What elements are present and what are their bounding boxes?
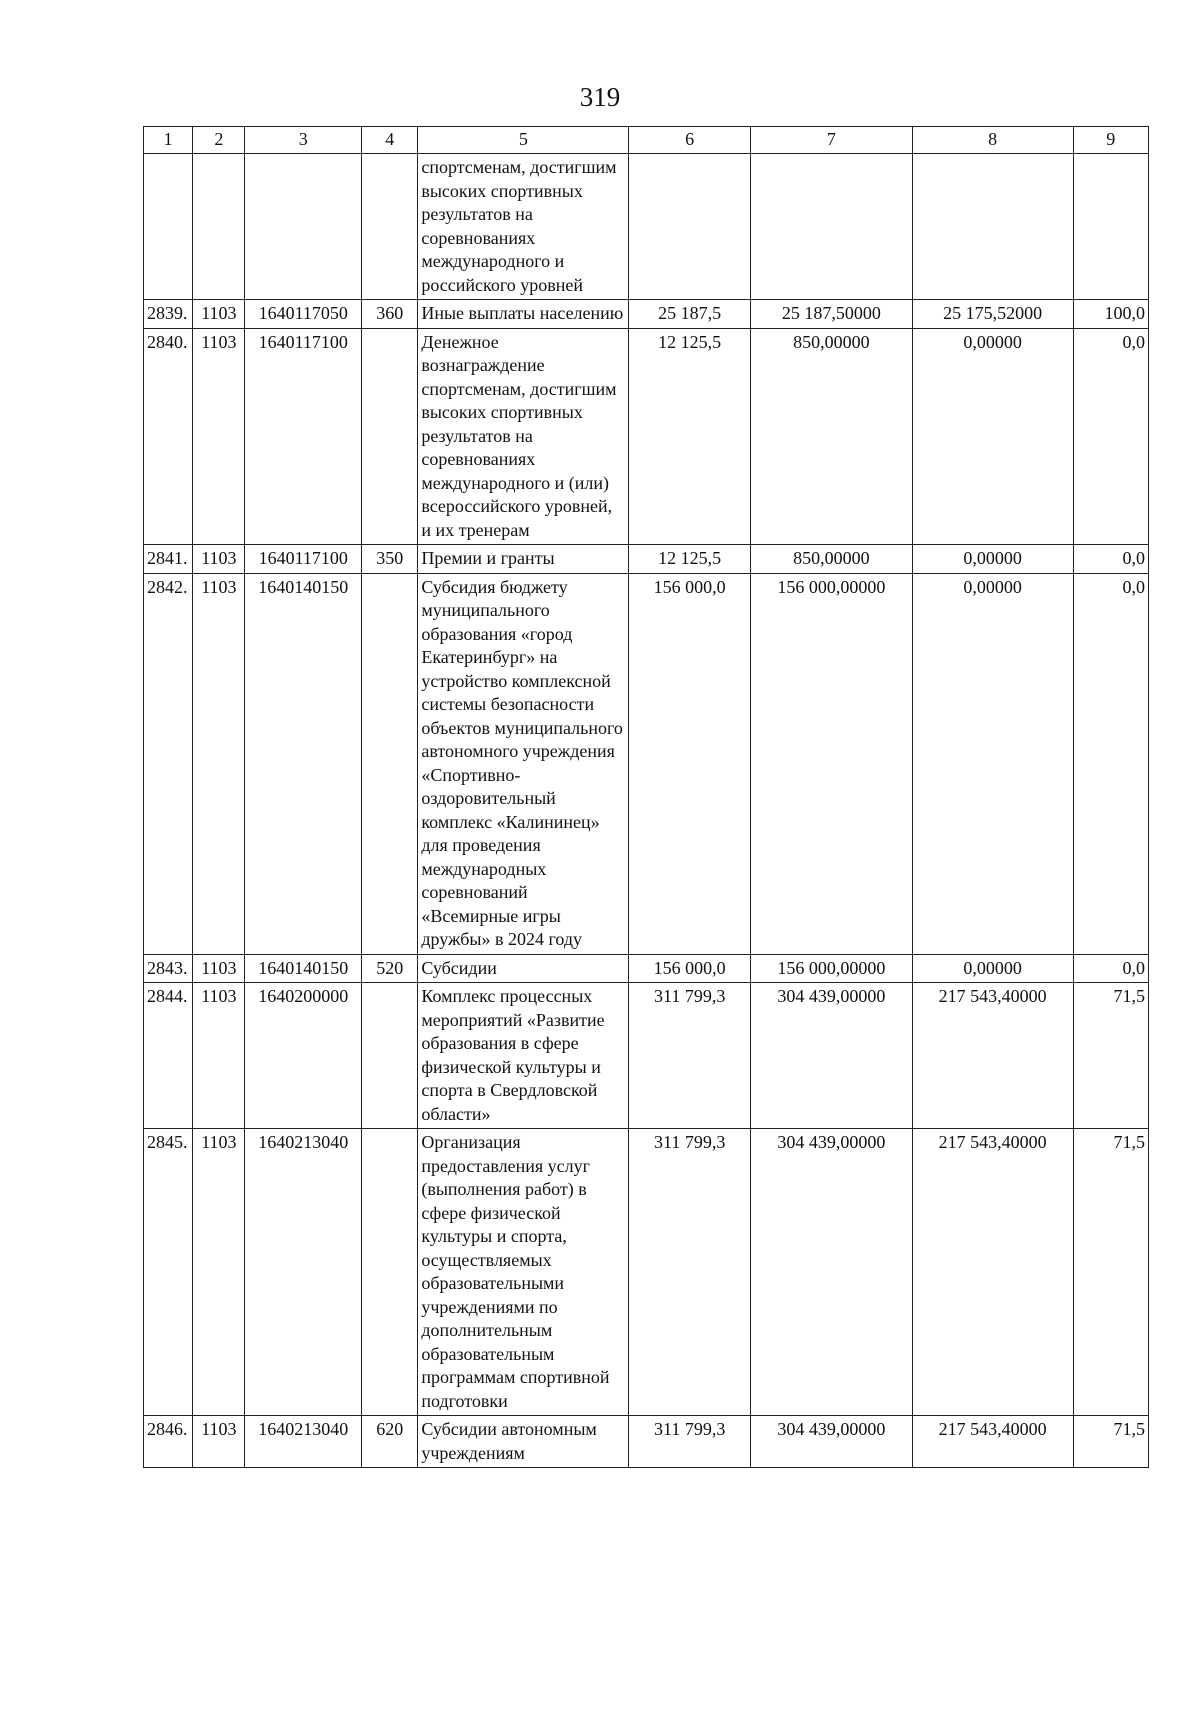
section-code: 1103 <box>193 545 245 574</box>
target-article-code: 1640140150 <box>245 954 362 983</box>
value-col-9 <box>1073 154 1148 300</box>
target-article-code: 1640117100 <box>245 545 362 574</box>
table-row <box>144 573 1149 954</box>
target-article-code: 1640200000 <box>245 983 362 1129</box>
column-header: 2 <box>193 127 245 154</box>
value-col-7: 850,00000 <box>750 328 912 545</box>
table-row <box>144 954 1149 983</box>
section-code: 1103 <box>193 983 245 1129</box>
column-header: 3 <box>245 127 362 154</box>
value-col-9: 0,0 <box>1073 954 1148 983</box>
column-header: 9 <box>1073 127 1148 154</box>
value-col-6 <box>629 154 751 300</box>
item-name: Комплекс процессных мероприятий «Развитие образования в сфере физической культуры и спорта в Свердловской области» <box>418 983 629 1129</box>
value-col-9: 0,0 <box>1073 328 1148 545</box>
expense-type-code: 620 <box>362 1416 418 1468</box>
section-code: 1103 <box>193 300 245 329</box>
item-name: Денежное вознаграждение спортсменам, достигшим высоких спортивных результатов на соревнованиях международного и (или) всероссийского уровней, и их тренерам <box>418 328 629 545</box>
expense-type-code <box>362 1129 418 1416</box>
value-col-7: 850,00000 <box>750 545 912 574</box>
item-name: Субсидии автономным учреждениям <box>418 1416 629 1468</box>
item-name: спортсменам, достигшим высоких спортивных результатов на соревнованиях международного и российского уровней <box>418 154 629 300</box>
value-col-8: 217 543,40000 <box>912 1416 1073 1468</box>
table-row <box>144 328 1149 545</box>
value-col-8: 0,00000 <box>912 573 1073 954</box>
section-code: 1103 <box>193 1129 245 1416</box>
row-number: 2839. <box>144 300 193 329</box>
target-article-code: 1640140150 <box>245 573 362 954</box>
row-number: 2842. <box>144 573 193 954</box>
value-col-9: 71,5 <box>1073 1129 1148 1416</box>
section-code <box>193 154 245 300</box>
value-col-7: 304 439,00000 <box>750 1416 912 1468</box>
table-row <box>144 1129 1149 1416</box>
value-col-6: 156 000,0 <box>629 954 751 983</box>
value-col-9: 0,0 <box>1073 573 1148 954</box>
expense-type-code: 360 <box>362 300 418 329</box>
value-col-7 <box>750 154 912 300</box>
expense-type-code <box>362 573 418 954</box>
value-col-8: 217 543,40000 <box>912 1129 1073 1416</box>
item-name: Организация предоставления услуг (выполнения работ) в сфере физической культуры и спорта, осуществляемых образовательными учреждениями по дополнительным образовательным программам спортивной подготовки <box>418 1129 629 1416</box>
page-number: 319 <box>579 82 621 112</box>
value-col-8: 25 175,52000 <box>912 300 1073 329</box>
value-col-7: 156 000,00000 <box>750 573 912 954</box>
table-row <box>144 983 1149 1129</box>
section-code: 1103 <box>193 954 245 983</box>
expense-type-code: 520 <box>362 954 418 983</box>
expense-type-code <box>362 328 418 545</box>
expense-type-code: 350 <box>362 545 418 574</box>
value-col-6: 25 187,5 <box>629 300 751 329</box>
row-number: 2845. <box>144 1129 193 1416</box>
table-row <box>144 1416 1149 1468</box>
value-col-6: 311 799,3 <box>629 1129 751 1416</box>
target-article-code: 1640117050 <box>245 300 362 329</box>
table-row <box>144 300 1149 329</box>
column-header: 4 <box>362 127 418 154</box>
value-col-7: 304 439,00000 <box>750 1129 912 1416</box>
budget-table <box>143 126 1149 1468</box>
target-article-code: 1640213040 <box>245 1416 362 1468</box>
value-col-6: 12 125,5 <box>629 328 751 545</box>
section-code: 1103 <box>193 328 245 545</box>
target-article-code: 1640213040 <box>245 1129 362 1416</box>
item-name: Иные выплаты населению <box>418 300 629 329</box>
expense-type-code <box>362 154 418 300</box>
value-col-8: 217 543,40000 <box>912 983 1073 1129</box>
value-col-7: 156 000,00000 <box>750 954 912 983</box>
value-col-6: 311 799,3 <box>629 1416 751 1468</box>
value-col-8: 0,00000 <box>912 328 1073 545</box>
table-row <box>144 545 1149 574</box>
value-col-9: 0,0 <box>1073 545 1148 574</box>
expense-type-code <box>362 983 418 1129</box>
row-number: 2841. <box>144 545 193 574</box>
table-row <box>144 154 1149 300</box>
value-col-6: 156 000,0 <box>629 573 751 954</box>
value-col-8: 0,00000 <box>912 954 1073 983</box>
value-col-9: 71,5 <box>1073 983 1148 1129</box>
value-col-8 <box>912 154 1073 300</box>
row-number: 2843. <box>144 954 193 983</box>
item-name: Субсидия бюджету муниципального образования «город Екатеринбург» на устройство комплексной системы безопасности объектов муниципального автономного учреждения «Спортивно-оздоровительный комплекс «Калининец» для проведения международных соревнований «Всемирные игры дружбы» в 2024 году <box>418 573 629 954</box>
value-col-9: 71,5 <box>1073 1416 1148 1468</box>
item-name: Премии и гранты <box>418 545 629 574</box>
value-col-7: 304 439,00000 <box>750 983 912 1129</box>
column-header: 6 <box>629 127 751 154</box>
column-header: 5 <box>418 127 629 154</box>
target-article-code: 1640117100 <box>245 328 362 545</box>
value-col-6: 311 799,3 <box>629 983 751 1129</box>
table-header-row <box>144 127 1149 154</box>
row-number: 2846. <box>144 1416 193 1468</box>
value-col-9: 100,0 <box>1073 300 1148 329</box>
row-number: 2844. <box>144 983 193 1129</box>
column-header: 8 <box>912 127 1073 154</box>
row-number: 2840. <box>144 328 193 545</box>
target-article-code <box>245 154 362 300</box>
column-header: 1 <box>144 127 193 154</box>
item-name: Субсидии <box>418 954 629 983</box>
row-number <box>144 154 193 300</box>
section-code: 1103 <box>193 573 245 954</box>
value-col-7: 25 187,50000 <box>750 300 912 329</box>
value-col-6: 12 125,5 <box>629 545 751 574</box>
column-header: 7 <box>750 127 912 154</box>
section-code: 1103 <box>193 1416 245 1468</box>
value-col-8: 0,00000 <box>912 545 1073 574</box>
